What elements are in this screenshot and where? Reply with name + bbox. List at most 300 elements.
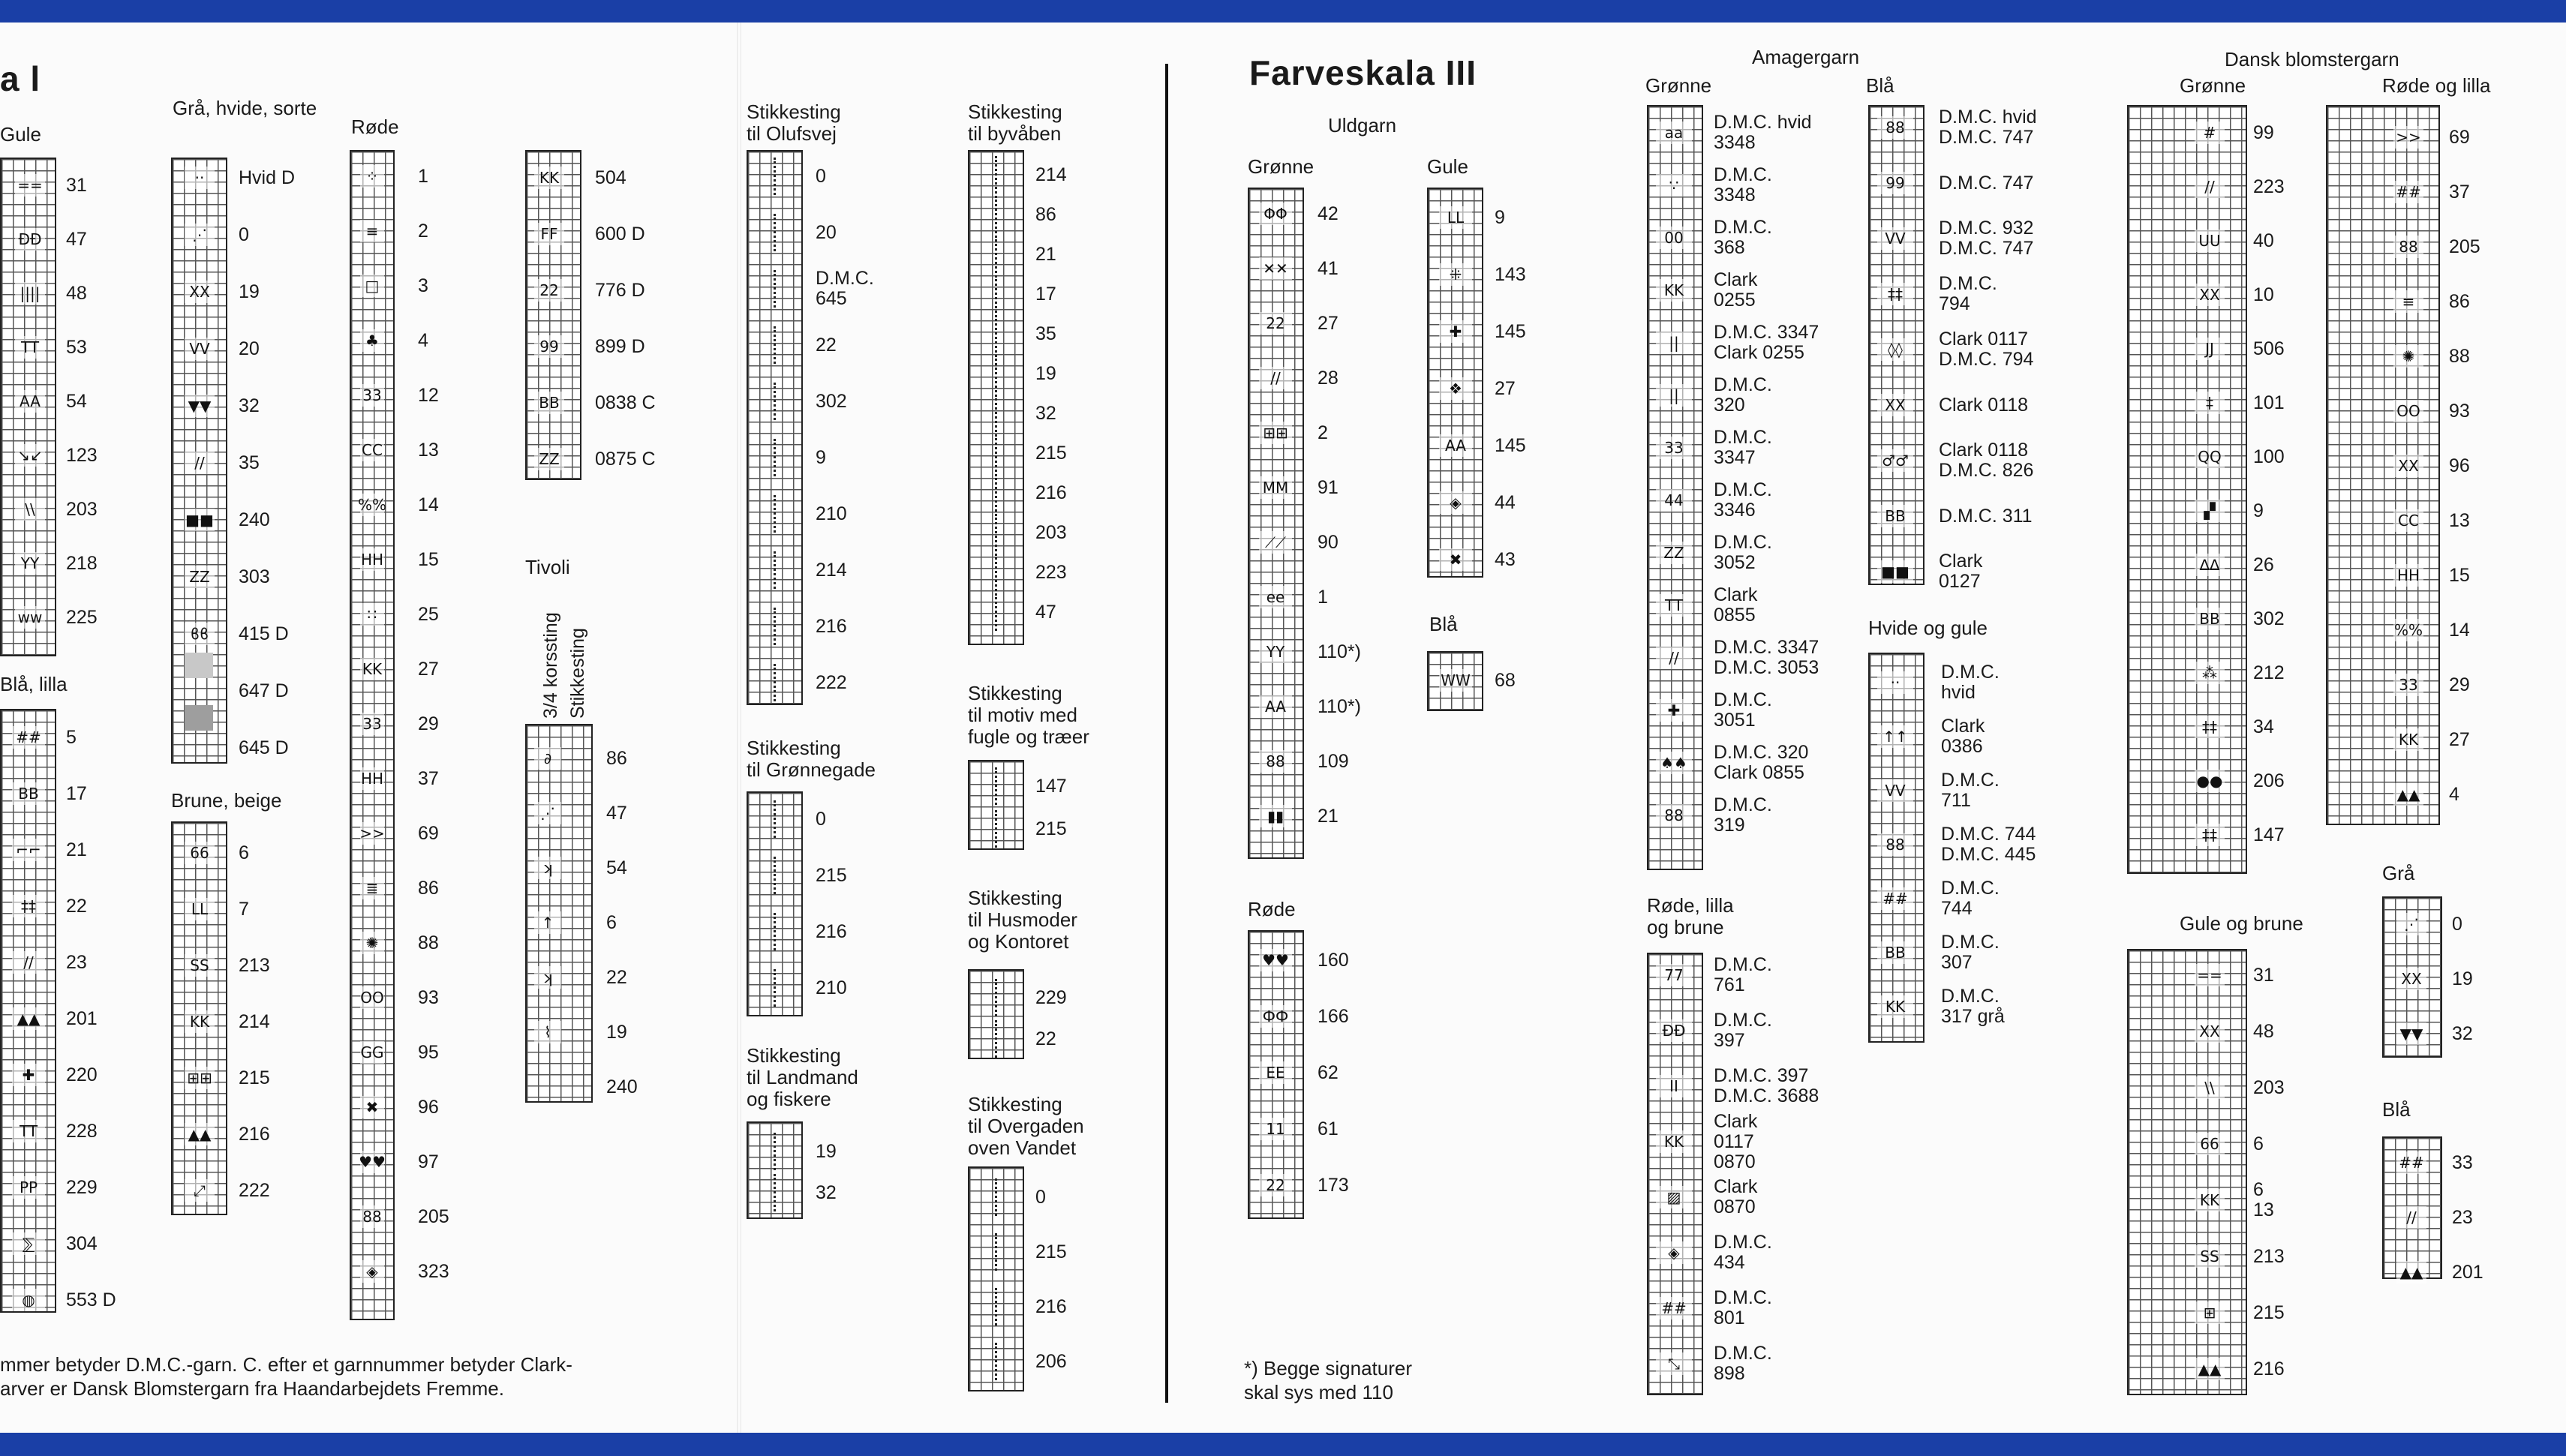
gule-row-label: 53 [66,336,87,358]
db-groenne-heading: Grønne [2180,74,2246,97]
s2-label: 210 [816,977,847,998]
db-roede-row-symbol: HH [2393,564,2423,587]
am-groenne-row-label: Clark 0855 [1714,584,1758,626]
s7-stitch-mark [995,1233,997,1271]
am-hvide-row-symbol: KK [1877,995,1913,1018]
uld-roede-row-symbol: EE [1259,1061,1292,1084]
tivoli-row-symbol: ∂ [534,747,561,770]
s1-label: 302 [816,390,847,412]
gule-row-symbol: == [15,174,45,197]
s6-label: 22 [1035,1028,1056,1049]
s1-label: 214 [816,559,847,581]
am-hvide-row-label: D.M.C. 744 [1941,878,2000,919]
db-roede-row-label: 27 [2449,728,2470,750]
db-groenne-row-label: 147 [2253,824,2285,845]
roede-row-symbol: ♣ [360,329,384,352]
uld-groenne-row-symbol: 88 [1259,750,1292,773]
am-hvide-row-label: D.M.C. 317 grå [1941,986,2005,1027]
db-blaa-row-symbol: ## [2396,1151,2426,1174]
uld-groenne-row-label: 27 [1318,312,1339,334]
uld-groenne-row-symbol: ⟋⟋ [1259,531,1292,554]
blaa-row-label: 23 [66,951,87,973]
gule-row-symbol: |||| [15,282,45,305]
am-hvide-row-symbol: ·· [1877,671,1913,694]
db-gule-row-symbol: ⊞ [2195,1301,2225,1324]
s3-title: Stikkesting til Landmand og fiskere [747,1044,858,1110]
s2-label: 0 [816,808,826,830]
db-groenne-row-label: 223 [2253,176,2285,197]
am-blaa-row-symbol: BB [1877,505,1913,527]
am-hvide-row-label: D.M.C. hvid [1941,662,2000,703]
s1-label: 222 [816,671,847,693]
am-groenne-row-symbol: ZZ [1656,542,1692,564]
tivoli-row-label: 240 [606,1076,638,1097]
am-blaa-row-label: D.M.C. hvid D.M.C. 747 [1939,107,2037,148]
s5-label: 215 [1035,818,1067,839]
db-groenne-row-label: 302 [2253,608,2285,629]
blaa-row-label: 201 [66,1007,98,1029]
graa-row-label: 32 [239,395,260,416]
db-roede-row-symbol: ≡ [2393,290,2423,313]
blaa-row-label: 304 [66,1232,98,1254]
s7-label: 206 [1035,1350,1067,1372]
uld-gule-heading: Gule [1427,155,1468,178]
db-roede-row-label: 4 [2449,783,2459,805]
uld-groenne-row-symbol: ⊞⊞ [1259,422,1292,444]
s4-label: 47 [1035,601,1056,623]
uld-roede-row-label: 173 [1318,1174,1349,1196]
am-blaa-row-symbol: ♂♂ [1877,449,1913,472]
am-blaa-row-symbol: VV [1877,227,1913,250]
brune-row-symbol: 66 [185,842,215,864]
am-blaa-row-symbol: XX [1877,394,1913,416]
s4-stitch-mark [995,514,997,551]
page-fold-1 [737,23,741,1433]
s1-stitch-mark [774,664,776,701]
tivoli-row-label: 54 [606,857,627,878]
gule-row-symbol: TT [15,336,45,359]
footnote-left: mmer betyder D.M.C.-garn. C. efter et garnnummer betyder Clark- arver er Dansk Blomstergarn fra Haandarbejdets Fremme. [0,1353,572,1400]
tivoli-row-symbol: ⋰ [534,802,561,824]
s4-stitch-mark [995,355,997,392]
db-blaa-row-label: 201 [2452,1261,2483,1283]
am-groenne-row-symbol: 88 [1656,804,1692,827]
gule-row-label: 218 [66,552,98,574]
uld-groenne-row-label: 109 [1318,750,1349,772]
am-blaa-heading: Blå [1866,74,1894,97]
db-graa-row-symbol: XX [2396,968,2426,990]
graa-row-label: 645 D [239,737,289,758]
am-roede-row-label: D.M.C. 898 [1714,1343,1772,1384]
s5-stitch-mark [995,767,997,805]
s3-label: 19 [816,1140,837,1162]
db-groenne-row-symbol: QQ [2195,446,2225,468]
db-groenne-row-label: 212 [2253,662,2285,683]
s1-label: 9 [816,446,826,468]
blaa-row-label: 21 [66,839,87,860]
s5-stitch-mark [995,810,997,848]
am-roede-heading: Røde, lilla og brune [1647,894,1734,938]
roede-row-label: 95 [418,1041,439,1063]
db-blaa-row-symbol: // [2396,1206,2426,1229]
db-groenne-row-label: 40 [2253,230,2274,251]
uld-groenne-row-symbol: ee [1259,586,1292,608]
roede-row-symbol: CC [360,439,384,461]
grid-db-gule [2127,949,2247,1395]
db-gule-row-label: 216 [2253,1358,2285,1379]
db-gule-row-label: 213 [2253,1245,2285,1267]
db-groenne-row-label: 100 [2253,446,2285,467]
brune-row-symbol: KK [185,1010,215,1033]
s1-stitch-mark [774,158,776,195]
uld-groenne-row-symbol: ✕✕ [1259,257,1292,280]
db-roede-row-symbol: ## [2393,181,2423,203]
graa-row-label: 415 D [239,623,289,644]
graa-row-label: 240 [239,509,270,530]
am-blaa-row-label: Clark 0117 D.M.C. 794 [1939,329,2034,370]
am-roede-row-symbol: ÐÐ [1656,1019,1692,1042]
am-blaa-row-symbol: ◊◊ [1877,338,1913,361]
uld-groenne-row-symbol: MM [1259,476,1292,499]
uld-gule-row-label: 44 [1495,491,1516,513]
db-gule-row-symbol: \\ [2195,1076,2225,1099]
blaa-row-label: 17 [66,782,87,804]
db-roede-row-label: 15 [2449,564,2470,586]
dmc-row-label: 0875 C [595,448,656,470]
graa-row-label: 35 [239,452,260,473]
roede-row-label: 93 [418,986,439,1008]
am-groenne-row-symbol: 00 [1656,227,1692,249]
uld-gule-row-symbol: ⁜ [1439,263,1472,286]
uld-groenne-row-label: 110*) [1318,641,1361,662]
uldgarn-heading: Uldgarn [1328,114,1397,137]
am-roede-row-label: D.M.C. 434 [1714,1232,1772,1273]
am-blaa-row-symbol: ■■ [1877,560,1913,583]
db-gule-row-label: 31 [2253,964,2274,986]
db-gule-row-label: 48 [2253,1020,2274,1042]
db-roede-row-symbol: ✺ [2393,345,2423,368]
db-gule-heading: Gule og brune [2180,912,2303,935]
db-groenne-row-symbol: ▞ [2195,500,2225,522]
db-graa-row-label: 32 [2452,1022,2473,1044]
db-roede-row-label: 69 [2449,126,2470,148]
blaa-row-symbol: ⌐⌐ [12,839,45,861]
db-gule-row-label: 6 13 [2253,1179,2274,1220]
graa-row-label: 647 D [239,680,289,701]
gule-row-symbol: ww [15,606,45,629]
roede-row-label: 29 [418,713,439,734]
graa-row-symbol: ⋰ [185,224,215,246]
am-blaa-row-symbol: 99 [1877,172,1913,194]
roede-row-symbol: >> [360,822,384,845]
s1-label: 0 [816,165,826,187]
db-groenne-row-label: 26 [2253,554,2274,575]
db-roede-row-symbol: CC [2393,509,2423,532]
uld-groenne-row-label: 91 [1318,476,1339,498]
db-groenne-row-symbol: JJ [2195,338,2225,360]
s4-stitch-mark [995,593,997,631]
am-hvide-row-label: D.M.C. 744 D.M.C. 445 [1941,824,2036,865]
am-groenne-row-label: D.M.C. 3346 [1714,479,1772,521]
db-roede-row-label: 88 [2449,345,2470,367]
shade-cell-645 [185,705,213,731]
s2-stitch-mark [774,857,776,894]
roede-row-label: 96 [418,1096,439,1118]
graa-row-symbol: ϐϐ [185,623,215,645]
graa-row-label: Hvid D [239,167,296,188]
s1-label: 210 [816,503,847,524]
brune-row-label: 216 [239,1123,270,1145]
s4-stitch-mark [995,395,997,432]
blaa-row-symbol: ⅀ [12,1232,45,1255]
gule-row-label: 225 [66,606,98,628]
db-gule-row-label: 215 [2253,1301,2285,1323]
blaa-row-label: 22 [66,895,87,917]
graa-row-symbol: ■■ [185,509,215,531]
db-roede-row-symbol: 33 [2393,674,2423,696]
tivoli-row-label: 22 [606,966,627,988]
s1-stitch-mark [774,383,776,420]
graa-row-symbol: XX [185,281,215,303]
db-gule-row-label: 203 [2253,1076,2285,1098]
tivoli-vertical-1: 3/4 korssting [540,612,561,719]
uld-gule-row-label: 43 [1495,548,1516,570]
am-roede-row-label: D.M.C. 761 [1714,954,1772,995]
uld-roede-row-symbol: ♥♥ [1259,949,1292,971]
am-groenne-row-label: D.M.C. 3347 Clark 0255 [1714,322,1819,363]
uld-blaa-row-label: 68 [1495,669,1516,691]
s4-stitch-mark [995,434,997,472]
s4-stitch-mark [995,315,997,353]
uld-blaa-heading: Blå [1429,613,1458,635]
s1-label: 22 [816,334,837,356]
brune-row-label: 213 [239,954,270,976]
uld-gule-row-label: 145 [1495,434,1526,456]
uld-gule-row-symbol: ✚ [1439,320,1472,343]
am-groenne-row-label: D.M.C. 3347 [1714,427,1772,468]
left-title: a l [0,59,41,98]
am-hvide-row-symbol: VV [1877,779,1913,802]
gule-row-label: 123 [66,444,98,466]
roede-row-label: 3 [418,275,428,296]
brune-row-label: 222 [239,1179,270,1201]
am-roede-row-symbol: 77 [1656,964,1692,986]
gule-row-label: 47 [66,228,87,250]
s1-stitch-mark [774,270,776,308]
roede-row-symbol: KK [360,658,384,680]
db-graa-row-label: 0 [2452,913,2462,935]
s4-label: 35 [1035,323,1056,344]
uld-gule-row-symbol: ◈ [1439,491,1472,514]
uld-groenne-row-symbol: AA [1259,695,1292,718]
heading-gule: Gule [0,123,41,146]
uld-gule-row-symbol: ✖ [1439,548,1472,571]
graa-row-label: 303 [239,566,270,587]
am-blaa-row-label: Clark 0127 [1939,551,1983,592]
am-roede-row-label: D.M.C. 397 D.M.C. 3688 [1714,1065,1819,1106]
s4-stitch-mark [995,236,997,273]
s5-title: Stikkesting til motiv med fugle og træer [968,682,1089,748]
graa-row-symbol: // [185,452,215,474]
s2-stitch-mark [774,913,776,950]
am-roede-row-label: Clark 0870 [1714,1176,1758,1217]
uld-groenne-heading: Grønne [1248,155,1315,178]
db-groenne-row-symbol: # [2195,122,2225,144]
am-blaa-row-label: Clark 0118 [1939,394,2029,416]
db-roede-row-symbol: 88 [2393,236,2423,258]
db-roede-row-symbol: ▲▲ [2393,783,2423,806]
s3-stitch-mark [774,1133,776,1170]
roede-row-label: 1 [418,165,428,187]
uld-roede-heading: Røde [1248,898,1296,920]
s7-label: 0 [1035,1186,1046,1208]
s4-label: 203 [1035,521,1067,543]
s4-title: Stikkesting til byvåben [968,101,1062,145]
s2-stitch-mark [774,800,776,838]
db-roede-row-label: 93 [2449,400,2470,422]
tivoli-row-label: 47 [606,802,627,824]
tivoli-row-symbol: ↑ [534,911,561,934]
s4-label: 21 [1035,243,1056,265]
am-groenne-row-symbol: || [1656,384,1692,407]
s7-label: 215 [1035,1241,1067,1262]
roede-row-symbol: 33 [360,384,384,407]
dansk-heading: Dansk blomstergarn [2225,48,2399,71]
am-hvide-row-label: Clark 0386 [1941,716,1985,757]
graa-row-symbol: ▼▼ [185,395,215,417]
dmc-row-symbol: BB [534,392,564,414]
am-groenne-row-label: D.M.C. 319 [1714,794,1772,836]
brune-row-label: 7 [239,898,249,920]
blaa-row-symbol: // [12,951,45,974]
db-groenne-row-symbol: // [2195,176,2225,198]
uld-roede-row-label: 166 [1318,1005,1349,1027]
am-groenne-row-symbol: 44 [1656,489,1692,512]
uld-groenne-row-symbol: ▮▮ [1259,805,1292,827]
s1-stitch-mark [774,551,776,589]
uld-groenne-row-label: 42 [1318,203,1339,224]
s4-label: 86 [1035,203,1056,225]
db-graa-row-symbol: ▼▼ [2396,1022,2426,1045]
uld-groenne-row-symbol: 22 [1259,312,1292,335]
am-groenne-row-label: D.M.C. 3347 D.M.C. 3053 [1714,637,1819,678]
roede-row-symbol: ⁘ [360,165,384,188]
blaa-row-symbol: ✚ [12,1064,45,1086]
blaa-row-symbol: BB [12,782,45,805]
gule-row-symbol: AA [15,390,45,413]
am-groenne-row-symbol: KK [1656,279,1692,302]
uld-gule-row-label: 9 [1495,206,1505,228]
uld-roede-row-label: 61 [1318,1118,1339,1139]
blaa-row-label: 553 D [66,1289,116,1310]
dmc-row-label: 0838 C [595,392,656,413]
s7-stitch-mark [995,1343,997,1380]
roede-row-symbol: OO [360,986,384,1009]
db-roede-row-symbol: XX [2393,455,2423,477]
am-groenne-row-label: D.M.C. 3348 [1714,164,1772,206]
s1-stitch-mark [774,439,776,476]
am-hvide-row-symbol: ↑↑ [1877,725,1913,748]
divider-line [1165,64,1168,1403]
shade-cell-647 [185,653,213,678]
blaa-row-symbol: TT [12,1120,45,1142]
s7-label: 216 [1035,1295,1067,1317]
gule-row-label: 31 [66,174,87,196]
gule-row-symbol: ÐÐ [15,228,45,251]
am-groenne-row-symbol: || [1656,332,1692,354]
s2-label: 216 [816,920,847,942]
roede-row-symbol: ✖ [360,1096,384,1118]
uld-gule-row-symbol: ❖ [1439,377,1472,400]
uld-roede-row-symbol: ФФ [1259,1005,1292,1028]
db-roede-heading: Røde og lilla [2382,74,2491,97]
uld-note: *) Begge signaturer skal sys med 110 [1244,1357,1413,1403]
roede-row-label: 88 [418,932,439,953]
s4-label: 216 [1035,482,1067,503]
s6-stitch-mark [995,1020,997,1058]
db-roede-row-label: 86 [2449,290,2470,312]
am-groenne-row-symbol: TT [1656,594,1692,617]
roede-row-symbol: HH [360,548,384,571]
amager-heading: Amagergarn [1752,46,1860,68]
db-gule-row-label: 6 [2253,1133,2264,1154]
heading-roede: Røde [351,116,399,138]
gule-row-label: 54 [66,390,87,412]
s1-label: D.M.C. 645 [816,268,874,309]
dmc-row-symbol: FF [534,223,564,245]
uld-groenne-row-label: 41 [1318,257,1339,279]
dmc-row-symbol: 22 [534,279,564,302]
am-hvide-row-symbol: 88 [1877,833,1913,856]
blaa-row-symbol: ◍ [12,1289,45,1311]
tivoli-row-label: 86 [606,747,627,769]
dmc-row-symbol: KK [534,167,564,189]
am-blaa-row-label: Clark 0118 D.M.C. 826 [1939,440,2034,481]
am-groenne-row-label: D.M.C. 320 Clark 0855 [1714,742,1809,783]
tivoli-row-label: 6 [606,911,617,933]
db-roede-row-label: 14 [2449,619,2470,641]
gule-row-label: 203 [66,498,98,520]
am-groenne-row-symbol: ∵ [1656,174,1692,197]
db-roede-row-label: 96 [2449,455,2470,476]
uld-groenne-row-label: 28 [1318,367,1339,389]
s4-label: 19 [1035,362,1056,384]
db-blaa-row-label: 33 [2452,1151,2473,1173]
grid-dmc [525,150,581,480]
db-groenne-row-symbol: BB [2195,608,2225,630]
roede-row-label: 205 [418,1205,449,1227]
uld-groenne-row-label: 110*) [1318,695,1361,717]
brune-row-symbol: ⤢ [185,1179,215,1202]
heading-brune: Brune, beige [171,789,282,812]
uld-gule-row-symbol: LL [1439,206,1472,229]
brune-row-label: 215 [239,1067,270,1088]
s1-stitch-mark [774,495,776,533]
s1-label: 20 [816,221,837,243]
s4-stitch-mark [995,474,997,512]
db-gule-row-symbol: XX [2195,1020,2225,1043]
roede-row-label: 86 [418,877,439,899]
db-groenne-row-symbol: ∆∆ [2195,554,2225,576]
dmc-row-label: 600 D [595,223,645,245]
s2-label: 215 [816,864,847,886]
roede-row-symbol: ♥♥ [360,1151,384,1173]
uld-groenne-row-label: 2 [1318,422,1328,443]
roede-row-symbol: ∷ [360,603,384,626]
gule-row-symbol: YY [15,552,45,575]
am-groenne-row-label: D.M.C. 320 [1714,374,1772,416]
db-groenne-row-label: 10 [2253,284,2274,305]
